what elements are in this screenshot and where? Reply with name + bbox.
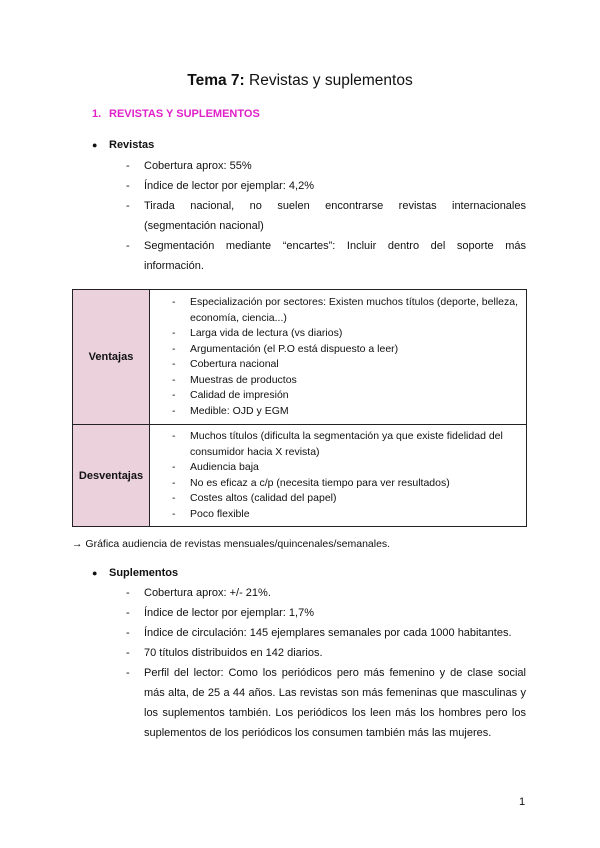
ventajas-list: [172, 295, 520, 419]
section-label: REVISTAS Y SUPLEMENTOS: [109, 108, 260, 120]
ventajas-cell: [150, 290, 527, 425]
suplementos-list: [126, 583, 526, 743]
table-row-desventajas: [73, 425, 527, 527]
page-number: 1: [519, 796, 526, 808]
list-item: - Costes altos (calidad del papel): [172, 491, 520, 507]
list-item: - Cobertura nacional: [172, 357, 520, 373]
desventajas-list: [172, 429, 520, 522]
title-text: Revistas y suplementos: [244, 72, 413, 89]
list-item: - Calidad de impresión: [172, 388, 520, 404]
list-item: - Muestras de productos: [172, 373, 520, 389]
list-item: - Larga vida de lectura (vs diarios): [172, 326, 520, 342]
list-item: - Cobertura aprox: +/- 21%.: [126, 583, 526, 603]
list-item: - Argumentación (el P.O está dispuesto a leer): [172, 342, 520, 358]
table-row-ventajas: [73, 290, 527, 425]
suplementos-heading: [92, 567, 178, 579]
list-item: - 70 títulos distribuidos en 142 diarios.: [126, 643, 526, 663]
list-item: - Muchos títulos (dificulta la segmentación ya que existe fidelidad del consumidor hacia X revista): [172, 429, 520, 460]
list-item: - Poco flexible: [172, 507, 520, 523]
section-heading: [92, 108, 260, 120]
revistas-list: [126, 156, 526, 276]
list-item: - Especialización por sectores: Existen muchos títulos (deporte, belleza, economía, ciencia...): [172, 295, 520, 326]
list-item: - Medible: OJD y EGM: [172, 404, 520, 420]
revistas-heading: [92, 139, 154, 151]
desventajas-label: Desventajas: [73, 425, 150, 527]
list-item: - Índice de circulación: 145 ejemplares semanales por cada 1000 habitantes.: [126, 623, 526, 643]
list-item: - Índice de lector por ejemplar: 1,7%: [126, 603, 526, 623]
list-item: - Segmentación mediante “encartes”: Incluir dentro del soporte más información.: [126, 236, 526, 276]
suplementos-heading-label: Suplementos: [109, 567, 179, 579]
bullet-icon: ●: [92, 140, 98, 150]
title-prefix: Tema 7:: [187, 72, 245, 89]
desventajas-cell: [150, 425, 527, 527]
list-item: - Cobertura aprox: 55%: [126, 156, 526, 176]
list-item: - Tirada nacional, no suelen encontrarse revistas internacionales (segmentación nacional): [126, 196, 526, 236]
list-item: - Índice de lector por ejemplar: 4,2%: [126, 176, 526, 196]
bullet-icon: ●: [92, 568, 98, 578]
list-item: - No es eficaz a c/p (necesita tiempo para ver resultados): [172, 476, 520, 492]
chart-note: → Gráfica audiencia de revistas mensuales/quincenales/semanales.: [72, 538, 391, 550]
list-item: - Audiencia baja: [172, 460, 520, 476]
ventajas-label: Ventajas: [73, 290, 150, 425]
section-number: 1.: [92, 108, 102, 120]
revistas-heading-label: Revistas: [109, 139, 155, 151]
ventajas-desventajas-table: [72, 289, 527, 527]
list-item: - Perfil del lector: Como los periódicos pero más femenino y de clase social más alta, de 25 a 44 años. Las revistas son más femeninas que masculinas y los suplementos también. Los periódicos los leen más los hombres pero los suplementos de los periódicos los consumen también más las mujeres.: [126, 663, 526, 743]
page-title: [0, 72, 600, 90]
